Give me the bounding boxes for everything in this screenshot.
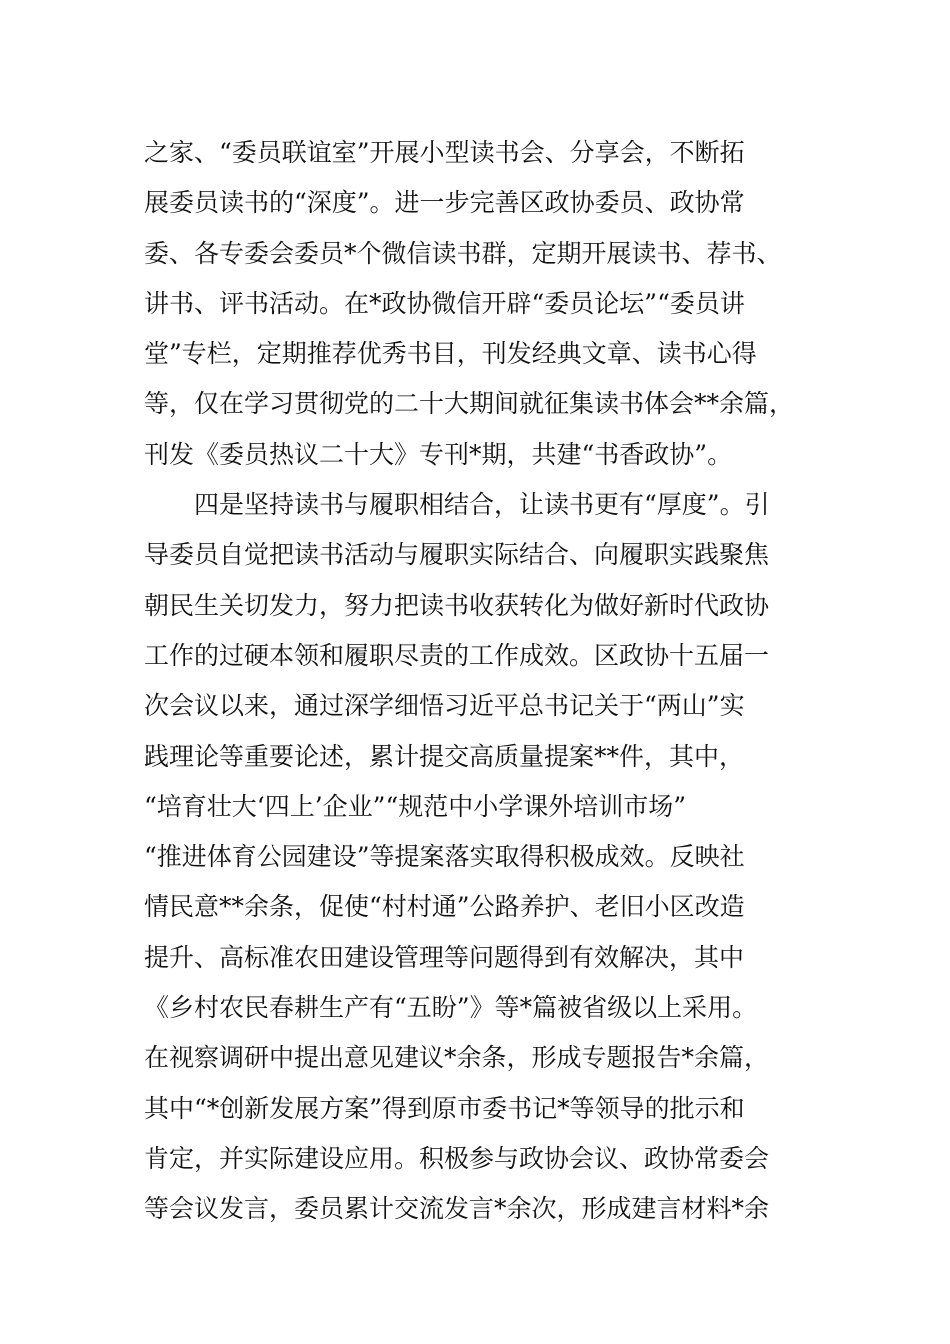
text-line: 展委员读书的“深度”。进一步完善区政协委员、政协常 xyxy=(144,188,745,218)
text-line: 等，仅在学习贯彻党的二十大期间就征集读书体会**余篇， xyxy=(144,389,795,419)
text-line: “推进体育公园建设”等提案落实取得积极成效。反映社 xyxy=(144,842,745,872)
text-line: 践理论等重要论述，累计提交高质量提案**件，其中， xyxy=(144,741,745,771)
text-line: 在视察调研中提出意见建议*余条，形成专题报告*余篇， xyxy=(144,1043,770,1073)
text-line: 情民意**余条，促使“村村通”公路养护、老旧小区改造 xyxy=(144,892,745,922)
text-line: 堂”专栏，定期推荐优秀书目，刊发经典文章、读书心得 xyxy=(144,339,757,369)
text-line: 次会议以来，通过深学细悟习近平总书记关于“两山”实 xyxy=(144,691,745,721)
text-line: 肯定，并实际建设应用。积极参与政协会议、政协常委会 xyxy=(144,1143,770,1173)
text-line: 其中“*创新发展方案”得到原市委书记*等领导的批示和 xyxy=(144,1093,745,1123)
text-line: 工作的过硬本领和履职尽责的工作成效。区政协十五届一 xyxy=(144,640,770,670)
text-line: 导委员自觉把读书活动与履职实际结合、向履职实践聚焦 xyxy=(144,540,770,570)
text-line: “培育壮大‘四上’企业”“规范中小学课外培训市场” xyxy=(144,791,687,821)
text-line: 《乡村农民春耕生产有“五盼”》等*篇被省级以上采用。 xyxy=(144,993,758,1023)
body-text xyxy=(144,128,824,1235)
text-line: 朝民生关切发力，努力把读书收获转化为做好新时代政协 xyxy=(144,590,770,620)
text-line: 等会议发言，委员累计交流发言*余次，形成建言材料*余 xyxy=(144,1194,770,1224)
text-line: 刊发《委员热议二十大》专刊*期，共建“书香政协”。 xyxy=(144,439,733,469)
text-line: 之家、“委员联谊室”开展小型读书会、分享会，不断拓 xyxy=(144,138,745,167)
paragraph-start-line: 四是坚持读书与履职相结合，让读书更有“厚度”。引 xyxy=(194,490,770,520)
text-line: 讲书、评书活动。在*政协微信开辟“委员论坛”“委员讲 xyxy=(144,288,745,318)
text-line: 委、各专委会委员*个微信读书群，定期开展读书、荐书、 xyxy=(144,238,782,268)
text-line: 提升、高标准农田建设管理等问题得到有效解决，其中 xyxy=(144,942,745,972)
